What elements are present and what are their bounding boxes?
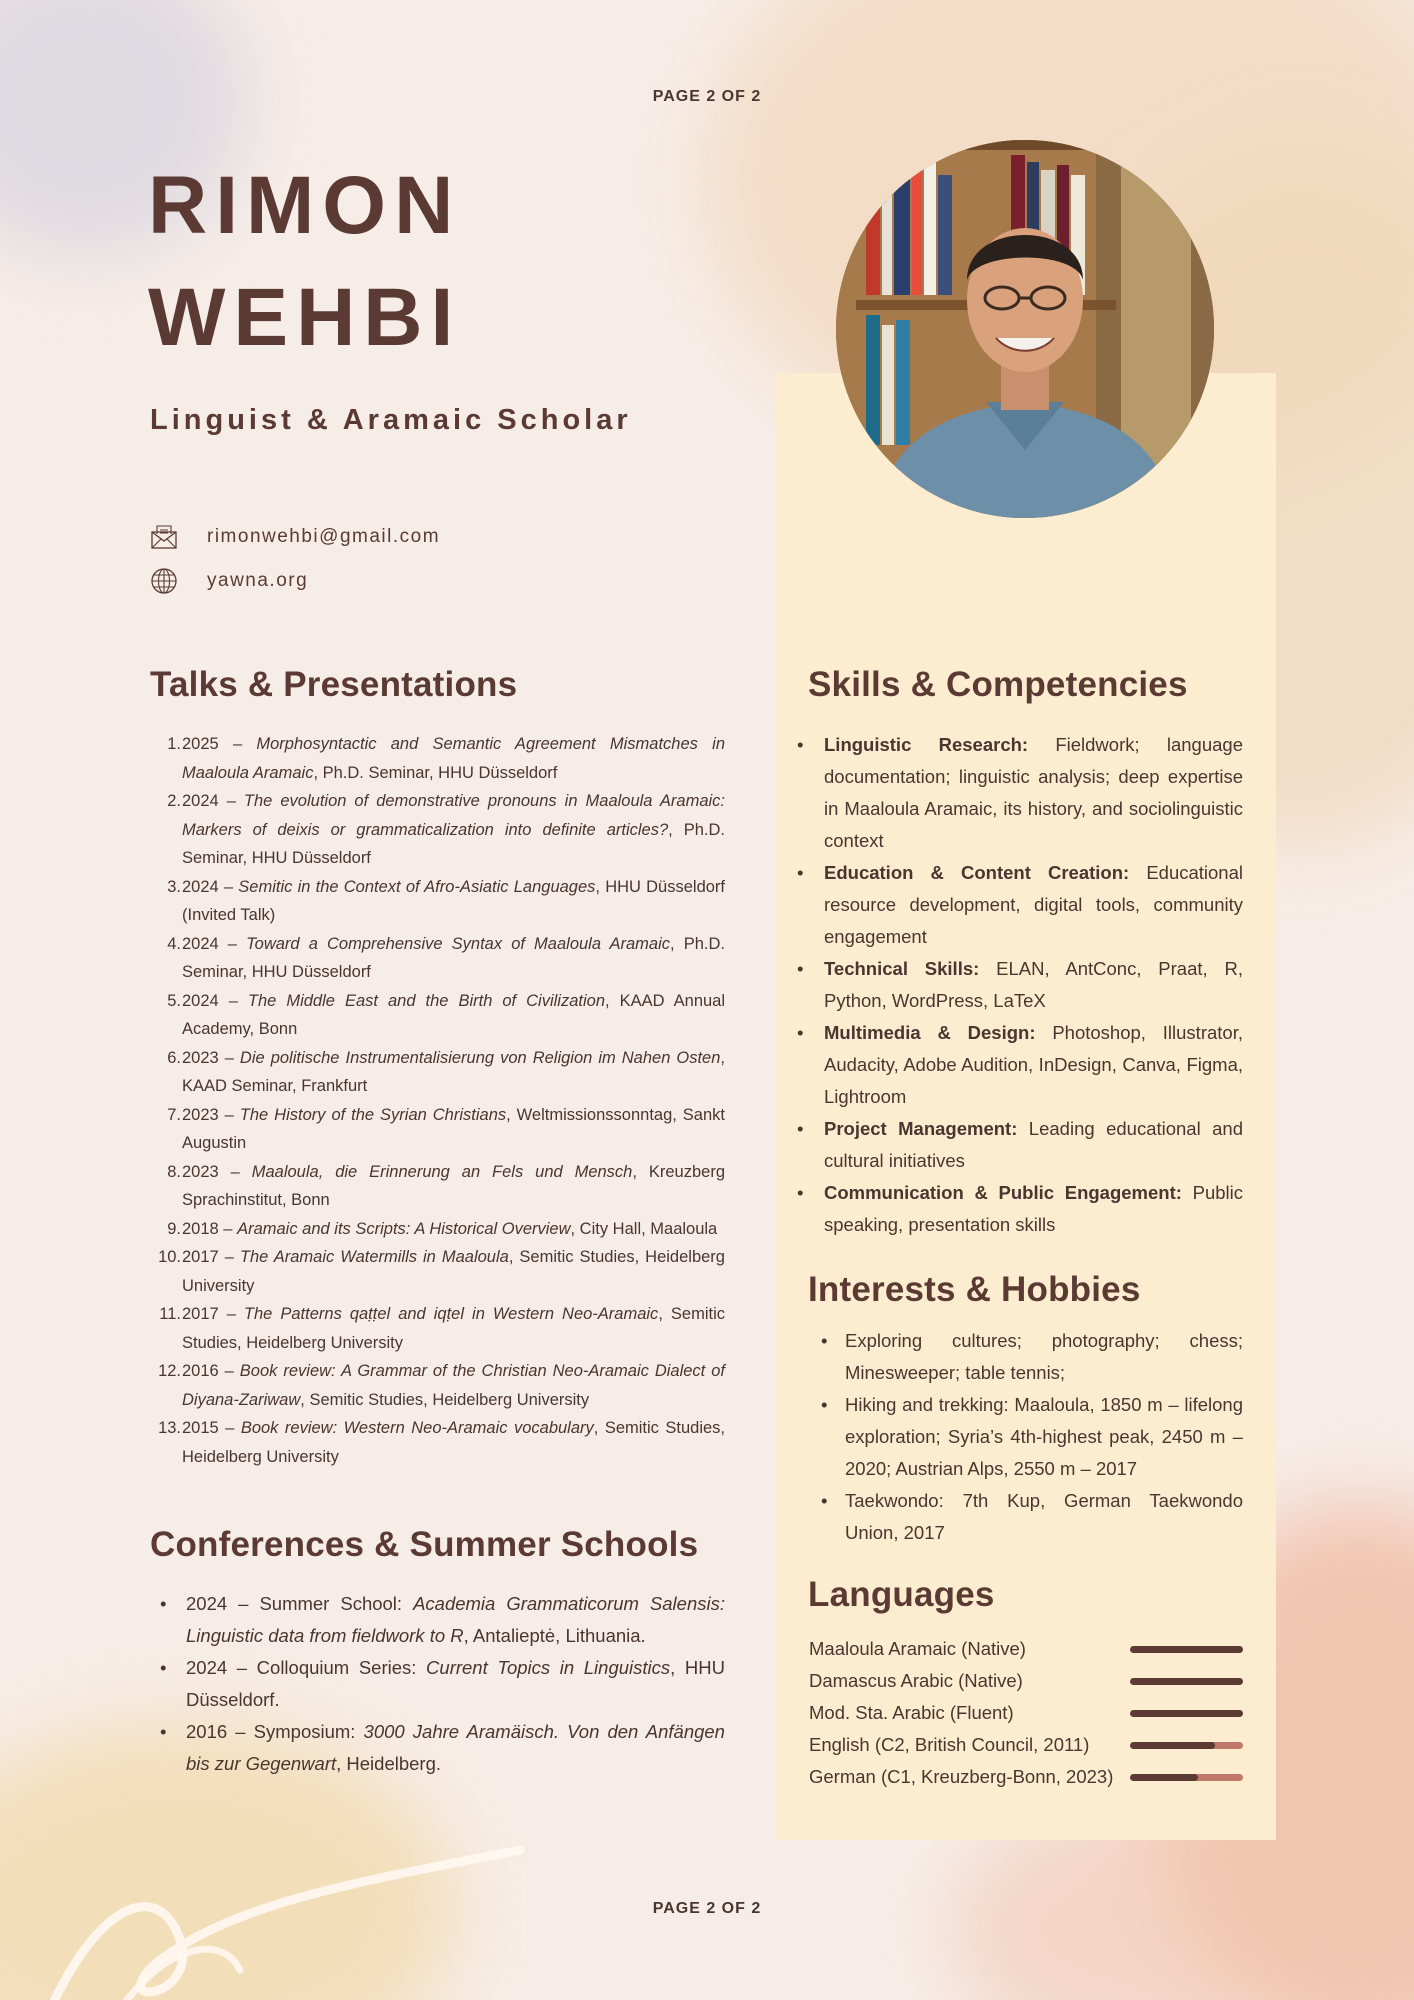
talks-list xyxy=(150,730,725,1471)
list-item: • Taekwondo: 7th Kup, German Taekwondo Union, 2017 xyxy=(815,1485,1243,1549)
list-item: 12. 2016 – Book review: A Grammar of the Christian Neo-Aramaic Dialect of Diyana-Zariwaw, Semitic Studies, Heidelberg University xyxy=(158,1362,725,1409)
list-item: • 2024 – Colloquium Series: Current Topics in Linguistics, HHU Düsseldorf. xyxy=(150,1652,725,1716)
name-last: WEHBI xyxy=(148,272,462,363)
conferences-list xyxy=(150,1588,725,1780)
list-item: 2. 2024 – The evolution of demonstrative pronouns in Maaloula Aramaic: Markers of deixis or grammaticalization into definite articles?, Ph.D. Seminar, HHU Düsseldorf xyxy=(167,792,726,867)
list-item: 13. 2015 – Book review: Western Neo-Aramaic vocabulary, Semitic Studies, Heidelberg University xyxy=(158,1419,725,1466)
list-item: 9. 2018 – Aramaic and its Scripts: A Historical Overview, City Hall, Maaloula xyxy=(167,1219,718,1238)
contact-website-row[interactable] xyxy=(150,559,440,603)
list-item: 5. 2024 – The Middle East and the Birth of Civilization, KAAD Annual Academy, Bonn xyxy=(167,991,726,1038)
proficiency-bar xyxy=(1130,1678,1243,1685)
envelope-icon xyxy=(150,523,178,551)
language-row: German (C1, Kreuzberg-Bonn, 2023) xyxy=(809,1761,1243,1793)
bullet-icon: • xyxy=(160,1593,167,1614)
bullet-icon: • xyxy=(160,1657,167,1678)
list-item: • Technical Skills: ELAN, AntConc, Praat, R, Python, WordPress, LaTeX xyxy=(795,953,1243,1017)
bullet-icon: • xyxy=(797,958,804,979)
name-first: RIMON xyxy=(148,160,462,251)
list-item: 7. 2023 – The History of the Syrian Christians, Weltmissionssonntag, Sankt Augustin xyxy=(167,1105,725,1152)
languages-list xyxy=(809,1633,1243,1793)
bullet-icon: • xyxy=(821,1490,828,1511)
languages-heading: Languages xyxy=(808,1575,995,1614)
contact-block xyxy=(150,515,440,603)
language-row: Maaloula Aramaic (Native) xyxy=(809,1633,1243,1665)
proficiency-bar xyxy=(1130,1742,1243,1749)
email-link[interactable]: rimonwehbi@gmail.com xyxy=(207,526,441,547)
bullet-icon: • xyxy=(797,1022,804,1043)
list-item: • 2024 – Summer School: Academia Grammaticorum Salensis: Linguistic data from fieldwork to R, Antalieptė, Lithuania. xyxy=(150,1588,725,1652)
bullet-icon: • xyxy=(797,1118,804,1139)
list-item: • Project Management: Leading educational and cultural initiatives xyxy=(795,1113,1243,1177)
list-item: 1. 2025 – Morphosyntactic and Semantic Agreement Mismatches in Maaloula Aramaic, Ph.D. Seminar, HHU Düsseldorf xyxy=(167,735,725,782)
skills-heading: Skills & Competencies xyxy=(808,665,1188,704)
bullet-icon: • xyxy=(797,734,804,755)
bullet-icon: • xyxy=(821,1330,828,1351)
list-item: 4. 2024 – Toward a Comprehensive Syntax of Maaloula Aramaic, Ph.D. Seminar, HHU Düsseldorf xyxy=(167,934,725,981)
page-indicator-top: PAGE 2 OF 2 xyxy=(652,88,762,105)
list-item: • Hiking and trekking: Maaloula, 1850 m – lifelong exploration; Syria’s 4th-highest peak, 2450 m – 2020; Austrian Alps, 2550 m – 2017 xyxy=(815,1389,1243,1485)
bullet-icon: • xyxy=(821,1394,828,1415)
talks-heading: Talks & Presentations xyxy=(150,665,518,704)
page-indicator-bottom: PAGE 2 OF 2 xyxy=(652,1900,762,1917)
interests-heading: Interests & Hobbies xyxy=(808,1270,1141,1309)
list-item: 8. 2023 – Maaloula, die Erinnerung an Fels und Mensch, Kreuzberg Sprachinstitut, Bonn xyxy=(167,1162,725,1209)
list-item: • Communication & Public Engagement: Public speaking, presentation skills xyxy=(795,1177,1243,1241)
candidate-name xyxy=(148,150,461,374)
bullet-icon: • xyxy=(797,1182,804,1203)
language-row: English (C2, British Council, 2011) xyxy=(809,1729,1243,1761)
proficiency-bar xyxy=(1130,1774,1243,1781)
proficiency-bar xyxy=(1130,1646,1243,1653)
list-item: • Multimedia & Design: Photoshop, Illustrator, Audacity, Adobe Audition, InDesign, Canva, Figma, Lightroom xyxy=(795,1017,1243,1113)
website-link[interactable]: yawna.org xyxy=(207,570,309,591)
list-item: 6. 2023 – Die politische Instrumentalisierung von Religion im Nahen Osten, KAAD Seminar, Frankfurt xyxy=(167,1048,726,1095)
list-item: • Education & Content Creation: Educational resource development, digital tools, community engagement xyxy=(795,857,1243,953)
conferences-heading: Conferences & Summer Schools xyxy=(150,1525,699,1564)
list-item: • Linguistic Research: Fieldwork; language documentation; linguistic analysis; deep expertise in Maaloula Aramaic, its history, and sociolinguistic context xyxy=(795,729,1243,857)
list-item: • 2016 – Symposium: 3000 Jahre Aramäisch. Von den Anfängen bis zur Gegenwart, Heidelberg. xyxy=(150,1716,725,1780)
globe-icon xyxy=(150,567,178,595)
list-item: 10. 2017 – The Aramaic Watermills in Maaloula, Semitic Studies, Heidelberg University xyxy=(158,1248,725,1295)
decorative-swirl-icon xyxy=(40,1840,560,2000)
bullet-icon: • xyxy=(160,1721,167,1742)
interests-list xyxy=(815,1325,1243,1549)
profile-photo xyxy=(836,140,1214,518)
list-item: 11. 2017 – The Patterns qaṭṭel and iqṭel in Western Neo-Aramaic, Semitic Studies, Heidelberg University xyxy=(159,1305,726,1352)
list-item: 3. 2024 – Semitic in the Context of Afro-Asiatic Languages, HHU Düsseldorf (Invited Talk) xyxy=(167,877,726,924)
skills-list xyxy=(795,729,1243,1241)
job-title: Linguist & Aramaic Scholar xyxy=(150,404,632,436)
language-row: Damascus Arabic (Native) xyxy=(809,1665,1243,1697)
bullet-icon: • xyxy=(797,862,804,883)
language-row: Mod. Sta. Arabic (Fluent) xyxy=(809,1697,1243,1729)
proficiency-bar xyxy=(1130,1710,1243,1717)
list-item: • Exploring cultures; photography; chess; Minesweeper; table tennis; xyxy=(815,1325,1243,1389)
contact-email-row[interactable] xyxy=(150,515,440,559)
